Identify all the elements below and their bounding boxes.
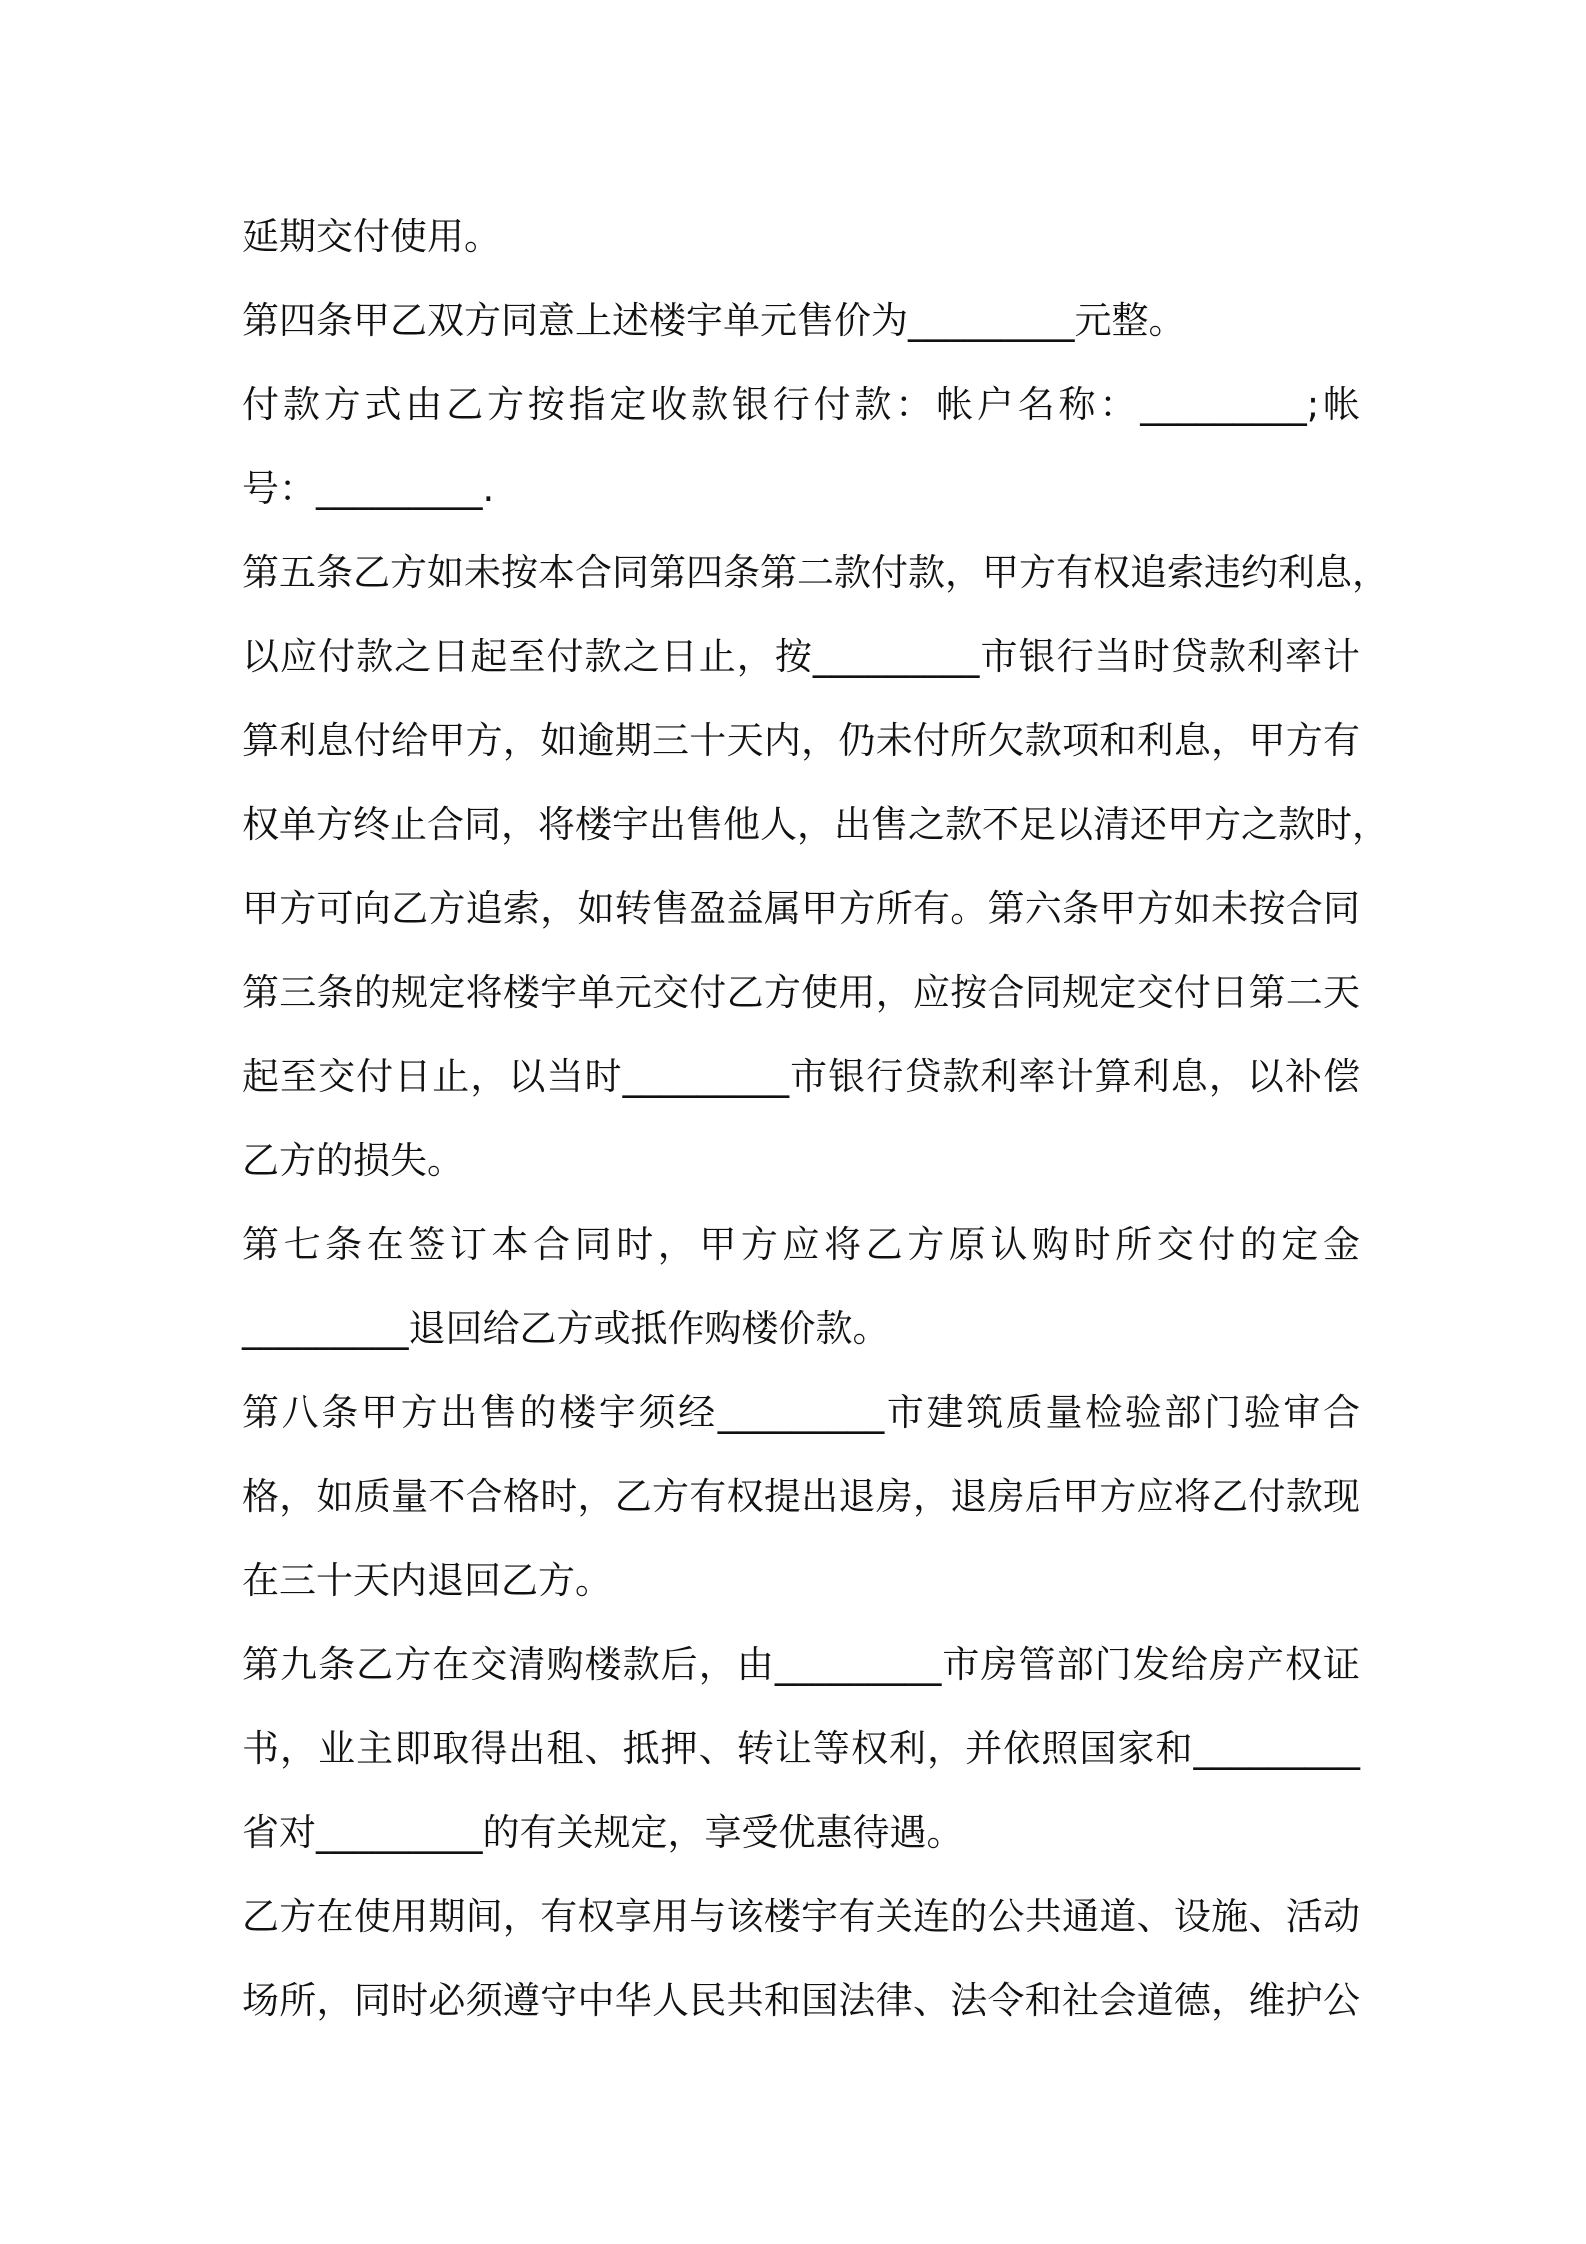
text-line-17: 在三十天内退回乙方。 bbox=[242, 1559, 612, 1602]
text-line-20: 省对_________的有关规定，享受优惠待遇。 bbox=[242, 1811, 964, 1854]
text-line-16: 格，如质量不合格时，乙方有权提出退房，退房后甲方应将乙付款现 bbox=[242, 1475, 1360, 1518]
text-line-3: 付款方式由乙方按指定收款银行付款：帐户名称：_________;帐 bbox=[242, 383, 1360, 426]
text-line-4: 号：_________. bbox=[242, 467, 495, 510]
text-line-5: 第五条乙方如未按本合同第四条第二款付款，甲方有权追索违约利息， bbox=[242, 551, 1389, 594]
text-line-12: 乙方的损失。 bbox=[242, 1139, 464, 1182]
text-line-10: 第三条的规定将楼宇单元交付乙方使用，应按合同规定交付日第二天 bbox=[242, 971, 1360, 1014]
text-line-18: 第九条乙方在交清购楼款后，由_________市房管部门发给房产权证 bbox=[242, 1643, 1360, 1686]
text-line-7: 算利息付给甲方，如逾期三十天内，仍未付所欠款项和利息，甲方有 bbox=[242, 719, 1360, 762]
text-line-15: 第八条甲方出售的楼宇须经_________市建筑质量检验部门验审合 bbox=[242, 1391, 1360, 1434]
text-line-6: 以应付款之日起至付款之日止，按_________市银行当时贷款利率计 bbox=[242, 635, 1360, 678]
text-line-14: _________退回给乙方或抵作购楼价款。 bbox=[242, 1307, 890, 1350]
text-line-22: 场所，同时必须遵守中华人民共和国法律、法令和社会道德，维护公 bbox=[242, 1979, 1360, 2022]
text-line-8: 权单方终止合同，将楼宇出售他人，出售之款不足以清还甲方之款时， bbox=[242, 803, 1389, 846]
text-line-21: 乙方在使用期间，有权享用与该楼宇有关连的公共通道、设施、活动 bbox=[242, 1895, 1360, 1938]
document-body bbox=[242, 195, 1389, 2043]
text-line-13: 第七条在签订本合同时，甲方应将乙方原认购时所交付的定金 bbox=[242, 1223, 1360, 1266]
text-line-2: 第四条甲乙双方同意上述楼宇单元售价为_________元整。 bbox=[242, 299, 1186, 342]
text-line-11: 起至交付日止，以当时_________市银行贷款利率计算利息，以补偿 bbox=[242, 1055, 1360, 1098]
text-line-19: 书，业主即取得出租、抵押、转让等权利，并依照国家和_________ bbox=[242, 1727, 1360, 1770]
text-line-9: 甲方可向乙方追索，如转售盈益属甲方所有。第六条甲方如未按合同 bbox=[242, 887, 1360, 930]
text-line-1: 延期交付使用。 bbox=[242, 215, 501, 258]
